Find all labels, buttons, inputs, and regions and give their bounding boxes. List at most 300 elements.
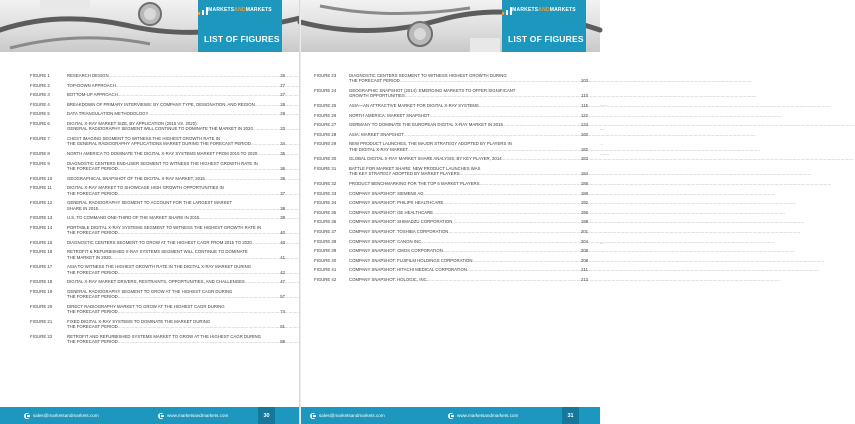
figure-title-line — [67, 339, 285, 344]
figure-title: FIXED DIGITAL X-RAY SYSTEMS TO DOMINATE THE MARKET DURING — [67, 318, 211, 324]
figure-page-number: 42 — [280, 269, 285, 275]
dot-leader — [400, 78, 580, 83]
figure-number: FIGURE 7 — [30, 135, 50, 141]
figure-number: FIGURE 42 — [314, 276, 337, 282]
figure-number: FIGURE 32 — [314, 180, 337, 186]
figure-title-block — [349, 248, 588, 253]
figure-title: THE FORECAST PERIOD — [67, 309, 118, 315]
figure-entry[interactable] — [30, 151, 285, 156]
figure-title-line — [349, 191, 588, 196]
figure-title-line — [349, 248, 588, 253]
figure-title: COMPANY SNAPSHOT: SHIMADZU CORPORATION — [349, 219, 453, 225]
page-number: 30 — [258, 407, 275, 424]
figure-entry[interactable] — [314, 229, 588, 234]
figure-title-line — [67, 294, 285, 299]
figure-title: RETROFIT AND REFURBISHED SYSTEMS MARKET TO GROW AT THE HIGHEST CAGR DURING — [67, 333, 261, 339]
figure-title-block — [349, 219, 588, 224]
figure-page-number: 208 — [580, 257, 588, 263]
figure-entry[interactable] — [314, 113, 588, 118]
figure-title: DIAGNOSTIC CENTERS SEGMENT TO WITNESS HIGHEST GROWTH DURING — [349, 73, 507, 78]
figure-entry[interactable] — [314, 248, 588, 253]
figure-title-block — [67, 102, 285, 107]
figure-title-line — [67, 191, 285, 196]
figure-entry[interactable] — [30, 121, 285, 132]
figure-title: THE FORECAST PERIOD — [67, 324, 118, 330]
figure-title: DIRECT RADIOGRAPHY MARKET TO GROW AT THE HIGHEST CAGR DURING — [67, 303, 225, 309]
figure-title-line — [67, 73, 285, 78]
figure-title-block — [349, 103, 588, 108]
figure-entry[interactable] — [314, 267, 588, 272]
dot-leader — [98, 206, 279, 211]
figure-title: THE FORECAST PERIOD — [67, 190, 118, 196]
figure-number: FIGURE 26 — [314, 112, 337, 118]
figure-title-line — [67, 111, 285, 116]
dot-leader — [460, 171, 580, 176]
figure-number: FIGURE 17 — [30, 264, 53, 270]
figure-number: FIGURE 36 — [314, 219, 337, 225]
figure-title-block — [67, 279, 285, 284]
figure-title-block — [349, 73, 588, 84]
figure-number: FIGURE 34 — [314, 200, 337, 206]
figure-title-block — [67, 200, 285, 211]
dot-leader — [118, 339, 279, 344]
figure-title: COMPANY SNAPSHOT: TOSHIBA CORPORATION — [349, 228, 449, 234]
figure-title-block — [67, 215, 285, 220]
figure-title: COMPANY SNAPSHOT: HITACHI MEDICAL CORPORATION — [349, 267, 467, 273]
figure-number: FIGURE 10 — [30, 175, 53, 181]
figure-page-number: 34 — [280, 141, 285, 147]
figure-page-number: 40 — [280, 239, 285, 245]
figure-title: GENERAL RADIOGRAPHY SEGMENT TO GROW AT THE HIGHEST CAGR DURING — [67, 288, 233, 294]
figure-title-line — [349, 219, 588, 224]
figure-title: COMPANY SNAPSHOT: SIEMENS AG — [349, 190, 424, 196]
figure-title-line — [349, 113, 588, 118]
figure-number: FIGURE 37 — [314, 228, 337, 234]
figure-title-line — [67, 92, 285, 97]
figure-title-line — [67, 83, 285, 88]
dot-leader — [257, 151, 279, 156]
figure-page-number: 115 — [581, 103, 588, 108]
figure-page-number: 201 — [580, 228, 588, 234]
figure-page-number: 160 — [580, 131, 588, 137]
figure-title: BREAKDOWN OF PRIMARY INTERVIEWS: BY COMPANY TYPE, DESIGNATION, AND REGION — [67, 101, 255, 107]
figure-title-block — [349, 88, 588, 99]
figure-title-block — [349, 156, 588, 161]
figure-number: FIGURE 40 — [314, 257, 337, 263]
figure-title: DATA TRIANGULATION METHODOLOGY — [67, 111, 149, 117]
figure-title: BATTLE FOR MARKET SHARE: NEW PRODUCT LAUNCHES WAS — [349, 165, 481, 171]
figure-page-number: 110 — [581, 93, 588, 99]
figure-title-block — [67, 111, 285, 116]
figure-entry[interactable] — [30, 73, 285, 78]
email-icon — [24, 413, 30, 419]
figure-entry[interactable] — [30, 215, 285, 220]
figure-entry[interactable] — [30, 176, 285, 181]
figure-title-line — [349, 122, 588, 127]
figure-entry[interactable] — [314, 200, 588, 205]
page-number: 31 — [562, 407, 579, 424]
figure-entry[interactable] — [30, 240, 285, 245]
dot-leader — [503, 122, 580, 127]
figure-title-line — [67, 126, 285, 131]
figure-entry[interactable] — [314, 122, 588, 127]
figure-title: THE DIGITAL X-RAY MARKET — [349, 146, 409, 152]
dot-leader — [424, 191, 580, 196]
figure-title-line — [349, 200, 588, 205]
figure-title-block — [67, 249, 285, 260]
figure-entry[interactable] — [314, 103, 588, 108]
dot-leader — [422, 239, 579, 244]
figure-number: FIGURE 27 — [314, 122, 337, 128]
figure-entry[interactable] — [314, 156, 588, 161]
header-banner-photo — [300, 0, 600, 52]
figure-title: RETROFIT & REFURBISHED X-RAY SYSTEMS SEGMENT WILL CONTINUE TO DOMINATE — [67, 249, 248, 255]
figure-title-line — [349, 239, 588, 244]
figure-page-number: 39 — [280, 215, 285, 221]
brand-logo — [198, 7, 282, 13]
figure-entry[interactable] — [30, 264, 285, 275]
figure-page-number: 189 — [580, 190, 588, 196]
figure-title-line — [67, 206, 285, 211]
figure-number: FIGURE 35 — [314, 209, 337, 215]
figure-number: FIGURE 39 — [314, 248, 337, 254]
figure-title-line — [67, 141, 285, 146]
figure-title-line — [67, 324, 285, 329]
figure-number: FIGURE 4 — [30, 101, 50, 107]
dot-leader — [118, 270, 279, 275]
figure-title-line — [349, 258, 588, 263]
figure-title: U.S. TO COMMAND ONE-THIRD OF THE MARKET SHARE IN 2015 — [67, 215, 200, 221]
figure-title: GENERAL RADIOGRAPHY SEGMENT WILL CONTINUE TO DOMINATE THE MARKET IN 2020 — [67, 126, 253, 132]
figure-entry[interactable] — [314, 210, 588, 215]
footer-website[interactable]: www.marketsandmarkets.com — [158, 407, 228, 424]
dot-leader — [252, 240, 279, 245]
figure-title: PORTABLE DIGITAL X-RAY SYSTEMS SEGMENT TO WITNESS THE HIGHEST GROWTH RATE IN — [67, 224, 262, 230]
dot-leader — [433, 210, 580, 215]
figure-title: ASIA: MARKET SNAPSHOT — [349, 131, 404, 137]
figure-title-line — [67, 215, 285, 220]
figure-title-block — [67, 289, 285, 300]
dot-leader — [251, 141, 279, 146]
figure-page-number: 134 — [580, 122, 588, 128]
dot-leader — [405, 93, 580, 98]
figure-title-block — [67, 334, 285, 345]
dot-leader — [109, 73, 280, 78]
figure-title: GENERAL RADIOGRAPHY SEGMENT TO ACCOUNT FOR THE LARGEST MARKET — [67, 200, 232, 206]
figure-entry[interactable] — [30, 92, 285, 97]
figure-page-number: 27 — [280, 82, 285, 88]
figure-entry[interactable] — [314, 88, 588, 99]
figure-title: THE KEY STRATEGY ADOPTED BY MARKET PLAYERS — [349, 171, 460, 177]
figure-page-number: 47 — [280, 279, 285, 285]
figure-page-number: 41 — [280, 254, 285, 260]
figure-title-line — [67, 255, 285, 260]
figure-title-block — [349, 277, 588, 282]
figure-title-line — [349, 181, 588, 186]
figure-title-block — [67, 176, 285, 181]
figure-page-number: 213 — [580, 276, 588, 282]
list-of-figures — [314, 73, 588, 287]
figure-page-number: 37 — [280, 190, 285, 196]
figure-title-block — [349, 181, 588, 186]
dot-leader — [443, 200, 580, 205]
figure-title-line — [67, 270, 285, 275]
figure-title: SHARE IN 2015 — [67, 205, 99, 211]
figure-number: FIGURE 41 — [314, 267, 337, 273]
figure-number: FIGURE 2 — [30, 82, 50, 88]
figure-page-number: 122 — [580, 112, 588, 118]
figure-number: FIGURE 1 — [30, 73, 50, 78]
figure-entry[interactable] — [30, 225, 285, 236]
figure-entry[interactable] — [314, 191, 588, 196]
figure-page-number: 36 — [280, 165, 285, 171]
figure-title-block — [67, 225, 285, 236]
figure-page-number: 103 — [580, 78, 588, 84]
dot-leader — [245, 279, 279, 284]
figure-title: COMPANY SNAPSHOT: GE HEALTHCARE — [349, 209, 434, 215]
figure-number: FIGURE 15 — [30, 239, 53, 245]
figure-title: COMPANY SNAPSHOT: HOLOGIC, INC. — [349, 276, 428, 282]
figure-title: GEOGRAPHICAL SNAPSHOT OF THE DIGITAL X-RAY MARKET, 2015 — [67, 175, 205, 181]
figure-title-block — [67, 304, 285, 315]
footer-website[interactable]: www.marketsandmarkets.com — [448, 407, 518, 424]
figure-title-line — [349, 267, 588, 272]
figure-title: THE FORECAST PERIOD — [349, 78, 400, 84]
figure-entry[interactable] — [30, 304, 285, 315]
dot-leader — [118, 230, 279, 235]
dot-leader — [118, 294, 279, 299]
figure-entry[interactable] — [30, 249, 285, 260]
figure-page-number: 38 — [280, 205, 285, 211]
figure-entry[interactable] — [314, 239, 588, 244]
figure-entry[interactable] — [30, 102, 285, 107]
figure-number: FIGURE 24 — [314, 88, 337, 93]
figure-entry[interactable] — [314, 181, 588, 186]
list-of-figures — [30, 73, 285, 349]
figure-title: COMPANY SNAPSHOT: CMOS CORPORATION — [349, 248, 443, 254]
figure-title: THE FORECAST PERIOD — [67, 339, 118, 345]
figure-title-block — [67, 136, 285, 147]
figure-title: THE GENERAL RADIOGRAPHY APPLICATIONS MARKET DURING THE FORECAST PERIOD — [67, 141, 252, 147]
figure-title: DIGITAL X-RAY MARKET DRIVERS, RESTRAINTS, OPPORTUNITIES, AND CHALLENGES — [67, 279, 245, 285]
figure-page-number: 188 — [580, 180, 588, 186]
figure-title-block — [67, 73, 285, 78]
dot-leader — [148, 111, 279, 116]
figure-title-block — [67, 240, 285, 245]
figure-title-line — [67, 230, 285, 235]
figure-title-block — [67, 151, 285, 156]
figure-page-number: 57 — [280, 294, 285, 300]
figure-title-block — [67, 161, 285, 172]
footer-email[interactable]: sales@marketsandmarkets.com — [310, 407, 385, 424]
figure-entry[interactable] — [314, 219, 588, 224]
figure-title-line — [67, 176, 285, 181]
figure-title: DIAGNOSTIC CENTERS SEGMENT TO GROW AT THE HIGHEST CAGR FROM 2015 TO 2020 — [67, 239, 252, 245]
figure-page-number: 208 — [580, 248, 588, 254]
figure-title-line — [67, 279, 285, 284]
figure-number: FIGURE 33 — [314, 190, 337, 196]
dot-leader — [118, 309, 279, 314]
figure-title-block — [67, 264, 285, 275]
figure-title: TOP-DOWN APPROACH — [67, 82, 116, 88]
figure-title-line — [349, 171, 588, 176]
figure-title-block — [349, 229, 588, 234]
logo-bars-icon — [502, 7, 512, 15]
figure-page-number: 29 — [280, 111, 285, 117]
figure-title-line — [349, 103, 588, 108]
page-footer — [300, 407, 600, 424]
figure-title: THE FORECAST PERIOD — [67, 294, 118, 300]
figure-entry[interactable] — [314, 277, 588, 282]
figure-page-number: 195 — [580, 209, 588, 215]
figure-title-line — [67, 102, 285, 107]
figure-entry[interactable] — [30, 161, 285, 172]
figure-number: FIGURE 11 — [30, 185, 52, 191]
dot-leader — [443, 248, 580, 253]
dot-leader — [111, 255, 279, 260]
page-gutter — [299, 0, 301, 424]
left-page — [0, 0, 300, 424]
dot-leader — [472, 258, 579, 263]
figure-number: FIGURE 38 — [314, 238, 337, 244]
figure-entry[interactable] — [30, 111, 285, 116]
figure-number: FIGURE 18 — [30, 279, 53, 285]
page-title: LIST OF FIGURES — [204, 34, 280, 44]
figure-title-line — [67, 151, 285, 156]
figure-page-number: 36 — [280, 175, 285, 181]
figure-title-line — [67, 309, 285, 314]
page-title: LIST OF FIGURES — [508, 34, 584, 44]
figure-title-line — [349, 277, 588, 282]
figure-entry[interactable] — [314, 141, 588, 152]
figure-title-block — [67, 185, 285, 196]
footer-email[interactable]: sales@marketsandmarkets.com — [24, 407, 99, 424]
figure-page-number: 204 — [580, 238, 588, 244]
figure-page-number: 81 — [280, 324, 285, 330]
figure-entry[interactable] — [30, 200, 285, 211]
dot-leader — [199, 215, 279, 220]
figure-title: GLOBAL DIGITAL X-RAY MARKET SHARE ANALYSIS, BY KEY PLAYER, 2014 — [349, 156, 502, 162]
dot-leader — [428, 277, 580, 282]
figure-title-block — [67, 83, 285, 88]
figure-page-number: 198 — [580, 219, 588, 225]
figure-title-block — [349, 113, 588, 118]
figure-number: FIGURE 30 — [314, 156, 337, 162]
figure-title: DIGITAL X-RAY MARKET TO SHOWCASE HIGH GROWTH OPPORTUNITIES IN — [67, 185, 224, 191]
dot-leader — [480, 181, 580, 186]
dot-leader — [118, 166, 279, 171]
figure-entry[interactable] — [314, 132, 588, 137]
figure-page-number: 33 — [280, 126, 285, 132]
figure-title-line — [67, 166, 285, 171]
figure-entry[interactable] — [30, 289, 285, 300]
dot-leader — [452, 219, 579, 224]
figure-title-block — [349, 141, 588, 152]
figure-title-line — [349, 229, 588, 234]
figure-number: FIGURE 8 — [30, 150, 50, 156]
dot-leader — [408, 147, 580, 152]
figure-title-block — [349, 258, 588, 263]
figure-title-line — [67, 240, 285, 245]
figure-page-number: 28 — [280, 101, 285, 107]
figure-title: RESEARCH DESIGN — [67, 73, 109, 78]
figure-number: FIGURE 19 — [30, 288, 53, 294]
figure-title-block — [349, 200, 588, 205]
figure-title-block — [349, 210, 588, 215]
figure-entry[interactable] — [314, 166, 588, 177]
figure-title: PRODUCT BENCHMARKING FOR THE TOP 5 MARKET PLAYERS — [349, 180, 480, 186]
dot-leader — [116, 83, 279, 88]
dot-leader — [502, 156, 580, 161]
figure-entry[interactable] — [30, 279, 285, 284]
figure-title-line — [349, 132, 588, 137]
figure-page-number: 25 — [280, 73, 285, 78]
figure-title-block — [349, 122, 588, 127]
dot-leader — [253, 126, 279, 131]
figure-title-line — [349, 147, 588, 152]
figure-title: NORTH AMERICA TO DOMINATE THE DIGITAL X-RAY SYSTEMS MARKET FROM 2015 TO 2020 — [67, 150, 258, 156]
figure-entry[interactable] — [30, 334, 285, 345]
figure-title: DIAGNOSTIC CENTERS END-USER SEGMENT TO WITNESS THE HIGHEST GROWTH RATE IN — [67, 160, 258, 166]
dot-leader — [404, 132, 580, 137]
figure-page-number: 35 — [280, 150, 285, 156]
brand-wordmark: MARKETSANDMARKETS — [512, 7, 576, 13]
globe-icon — [158, 413, 164, 419]
figure-number: FIGURE 6 — [30, 120, 50, 126]
figure-title-block — [349, 166, 588, 177]
dot-leader — [118, 191, 279, 196]
figure-entry[interactable] — [314, 73, 588, 84]
figure-number: FIGURE 28 — [314, 131, 337, 137]
figure-number: FIGURE 20 — [30, 303, 53, 309]
dot-leader — [448, 229, 579, 234]
page-footer — [0, 407, 300, 424]
logo-bars-icon — [198, 7, 208, 15]
dot-leader — [118, 92, 280, 97]
title-box — [198, 0, 282, 52]
email-icon — [310, 413, 316, 419]
figure-number: FIGURE 9 — [30, 160, 50, 166]
header-banner-photo — [0, 0, 300, 52]
figure-entry[interactable] — [314, 258, 588, 263]
figure-title: COMPANY SNAPSHOT: FUJIFILM HOLDINGS CORPORATION — [349, 257, 473, 263]
figure-entry[interactable] — [30, 185, 285, 196]
title-box — [502, 0, 586, 52]
figure-title: THE FORECAST PERIOD — [67, 269, 118, 275]
figure-number: FIGURE 22 — [30, 333, 53, 339]
figure-number: FIGURE 12 — [30, 200, 53, 206]
figure-title: CHEST IMAGING SEGMENT TO WITNESS THE HIGHEST GROWTH RATE IN — [67, 135, 220, 141]
figure-number: FIGURE 16 — [30, 249, 53, 255]
figure-entry[interactable] — [30, 83, 285, 88]
figure-title: THE MARKET IN 2020 — [67, 254, 111, 260]
figure-entry[interactable] — [30, 319, 285, 330]
figure-page-number: 184 — [580, 171, 588, 177]
figure-title-block — [349, 239, 588, 244]
figure-page-number: 211 — [581, 267, 588, 273]
figure-entry[interactable] — [30, 136, 285, 147]
figure-title: GROWTH OPPORTUNITIES — [349, 93, 405, 99]
figure-title-block — [349, 191, 588, 196]
figure-title-block — [349, 132, 588, 137]
figure-title: DIGITAL X-RAY MARKET SIZE, BY APPLICATION (2015 VS. 2020): — [67, 120, 198, 126]
figure-title: ASIA TO WITNESS THE HIGHEST GROWTH RATE IN THE DIGITAL X-RAY MARKET DURING — [67, 264, 252, 270]
figure-title-line — [349, 78, 588, 83]
figure-title: GERMANY TO DOMINATE THE EUROPEAN DIGITAL X-RAY MARKET IN 2015 — [349, 122, 503, 128]
figure-title: BOTTOM-UP APPROACH — [67, 92, 118, 98]
figure-page-number: 40 — [280, 230, 285, 236]
figure-title-block — [67, 319, 285, 330]
